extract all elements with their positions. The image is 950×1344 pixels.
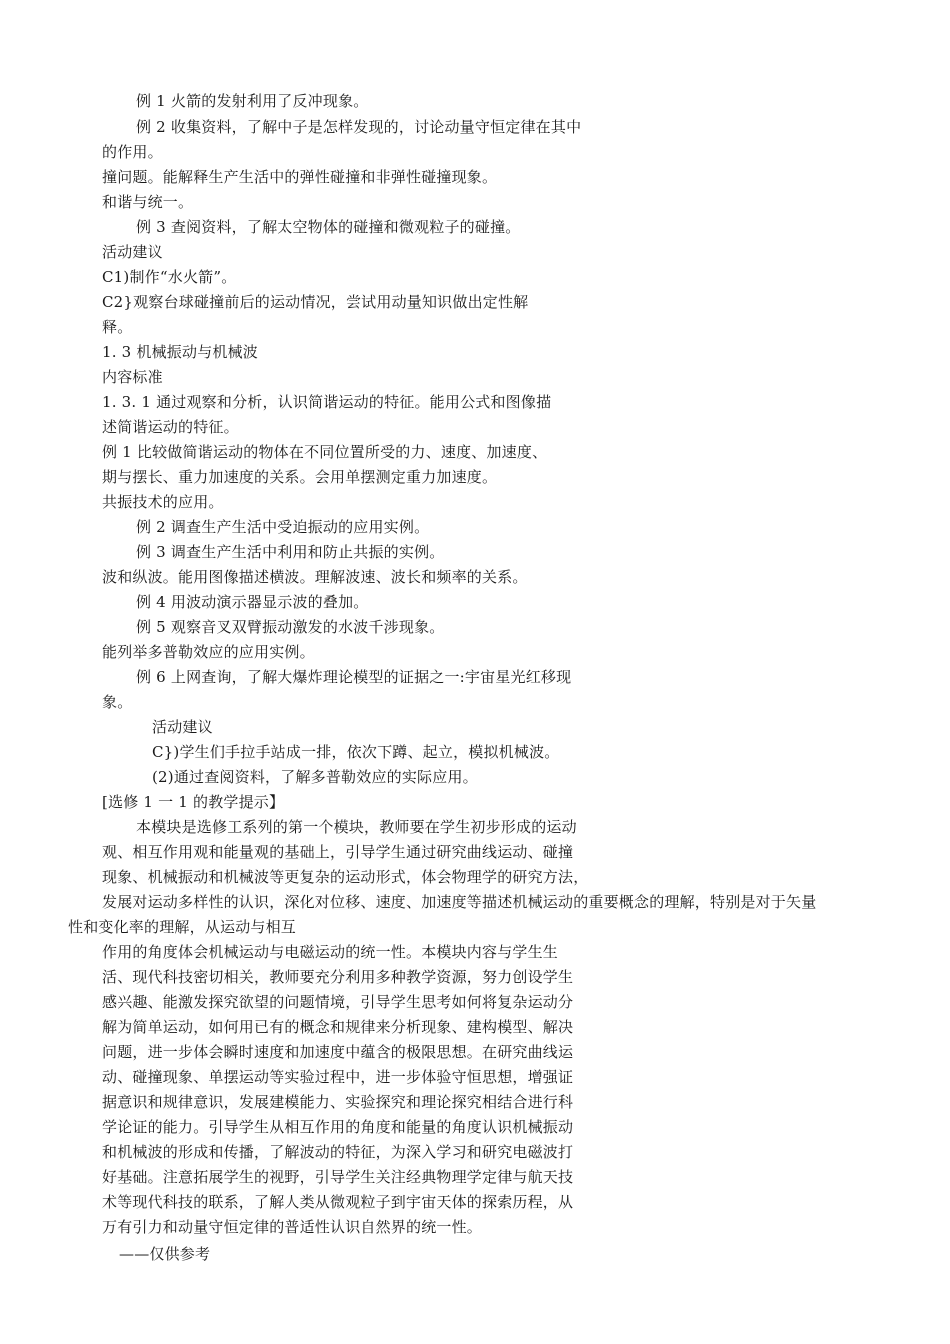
text-line: 好基础。注意拓展学生的视野，引导学生关注经典物理学定律与航天技 [102, 1168, 574, 1186]
text-line: 例 1 火箭的发射利用了反冲现象。 [136, 92, 369, 110]
section-heading: [选修 1 一 1 的教学提示】 [102, 793, 285, 811]
text-line: C})学生们手拉手站成一排，依次下蹲、起立，模拟机械波。 [152, 743, 560, 761]
text-line: (2)通过查阅资料，了解多普勒效应的实际应用。 [152, 768, 478, 786]
text-line: 感兴趣、能激发探究欲望的问题情境，引导学生思考如何将复杂运动分 [102, 993, 574, 1011]
text-line: 例 3 查阅资料，了解太空物体的碰撞和微观粒子的碰撞。 [136, 218, 521, 236]
text-line: 波和纵波。能用图像描述横波。理解波速、波长和频率的关系。 [102, 568, 528, 586]
text-line: 发展对运动多样性的认识，深化对位移、速度、加速度等描述机械运动的重要概念的理解，特别是对于矢量 [102, 893, 817, 911]
text-line: 观、相互作用观和能量观的基础上，引导学生通过研究曲线运动、碰撞 [102, 843, 574, 861]
text-line: 例 1 比较做简谐运动的物体在不同位置所受的力、速度、加速度、 [102, 443, 548, 461]
section-heading: 内容标准 [102, 368, 163, 386]
text-line: 作用的角度体会机械运动与电磁运动的统一性。本模块内容与学生生 [102, 943, 559, 961]
text-line: 本模块是选修工系列的第一个模块，教师要在学生初步形成的运动 [136, 818, 577, 836]
text-line: 据意识和规律意识，发展建模能力、实验探究和理论探究相结合进行科 [102, 1093, 574, 1111]
text-line: 例 6 上网查询，了解大爆炸理论模型的证据之一:宇宙星光红移现 [136, 668, 572, 686]
text-line: 象。 [102, 693, 133, 711]
text-line: 学论证的能力。引导学生从相互作用的角度和能量的角度认识机械振动 [102, 1118, 574, 1136]
text-line: 例 2 收集资料，了解中子是怎样发现的，讨论动量守恒定律在其中 [136, 118, 582, 136]
text-line: 撞问题。能解释生产生活中的弹性碰撞和非弹性碰撞现象。 [102, 168, 498, 186]
section-heading: 活动建议 [152, 718, 213, 736]
text-line: 例 4 用波动演示器显示波的叠加。 [136, 593, 369, 611]
text-line: 释。 [102, 318, 133, 336]
text-line: 动、碰撞现象、单摆运动等实验过程中，进一步体验守恒思想，增强证 [102, 1068, 574, 1086]
text-line: 的作用。 [102, 143, 163, 161]
text-line: 问题，进一步体会瞬时速度和加速度中蕴含的极限思想。在研究曲线运 [102, 1043, 574, 1061]
text-line: 活、现代科技密切相关，教师要充分利用多种教学资源，努力创设学生 [102, 968, 574, 986]
text-line: 现象、机械振动和机械波等更复杂的运动形式，体会物理学的研究方法， [102, 868, 589, 886]
text-line: 期与摆长、重力加速度的关系。会用单摆测定重力加速度。 [102, 468, 498, 486]
text-line: 解为简单运动，如何用已有的概念和规律来分析现象、建构模型、解决 [102, 1018, 574, 1036]
text-line: 1. 3. 1 通过观察和分析，认识简谐运动的特征。能用公式和图像描 [102, 393, 552, 411]
text-line: 共振技术的应用。 [102, 493, 224, 511]
text-line: 术等现代科技的联系，了解人类从微观粒子到宇宙天体的探索历程，从 [102, 1193, 574, 1211]
text-line: C2}观察台球碰撞前后的运动情况，尝试用动量知识做出定性解 [102, 293, 529, 311]
text-line: 能列举多普勒效应的应用实例。 [102, 643, 315, 661]
text-line: C1)制作“水火箭”。 [102, 268, 237, 286]
text-line: 例 3 调查生产生活中利用和防止共振的实例。 [136, 543, 445, 561]
text-line: 和谐与统一。 [102, 193, 194, 211]
text-line: 例 2 调查生产生活中受迫振动的应用实例。 [136, 518, 430, 536]
text-line: 述简谐运动的特征。 [102, 418, 239, 436]
text-line: 万有引力和动量守恒定律的普适性认识自然界的统一性。 [102, 1218, 483, 1236]
section-heading: 活动建议 [102, 243, 163, 261]
footer-note: ——仅供参考 [119, 1245, 211, 1263]
text-line: 性和变化率的理解，从运动与相互 [68, 918, 297, 936]
section-heading: 1. 3 机械振动与机械波 [102, 343, 258, 361]
text-line: 例 5 观察音叉双臂振动激发的水波千涉现象。 [136, 618, 445, 636]
text-line: 和机械波的形成和传播，了解波动的特征，为深入学习和研究电磁波打 [102, 1143, 574, 1161]
